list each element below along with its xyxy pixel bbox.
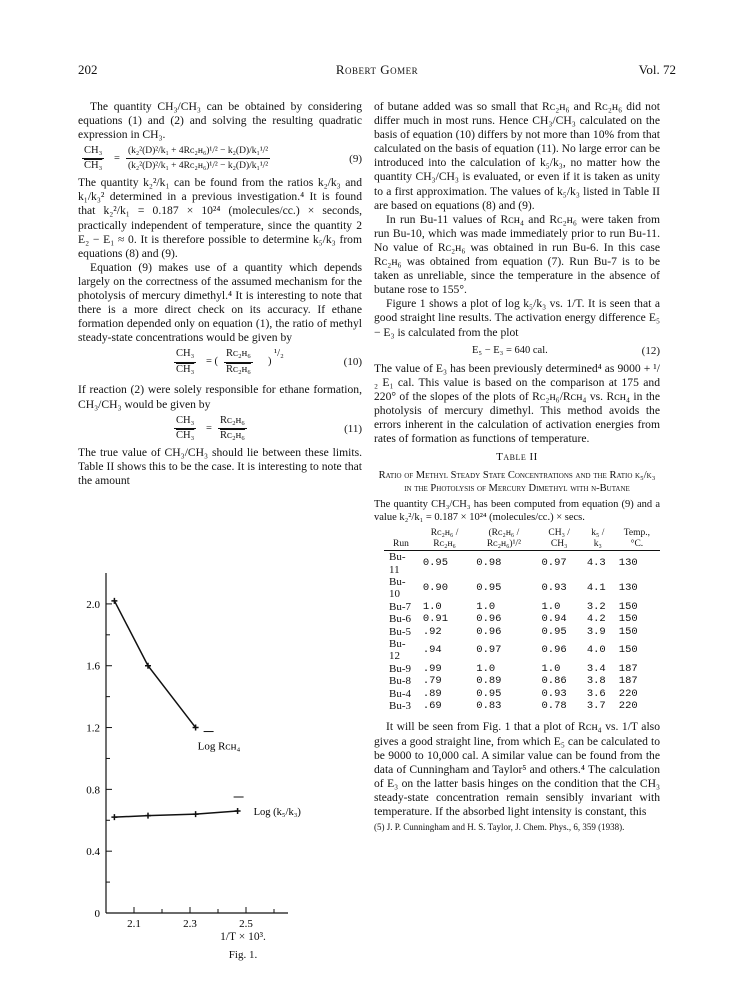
paragraph: The value of E₃ has been previously determined⁴ as 9000 + ¹/₂ E₁ cal. This value is based on the comparison at 175 and 220° of the slopes of the plots of Rᴄ₂ʜ₆/Rᴄʜ₄ vs. Rᴄʜ₄ in the photolysis of mercury dimethyl. This method avoids the errors inherent in the calculation of activation energies from rates of formation as functions of temperature. — [374, 361, 660, 446]
table-cell: Bu-7 — [389, 600, 411, 613]
table-cell: Bu-3 — [389, 700, 411, 713]
equation-11 — [78, 414, 362, 444]
table-cell: 3.6 — [586, 687, 606, 700]
table-cell: 0.95 — [476, 582, 502, 595]
equation-9 — [78, 144, 362, 174]
data-point — [145, 813, 151, 819]
table-label: Table II — [496, 451, 538, 464]
table-cell: 0.90 — [422, 582, 449, 595]
series-line-0 — [114, 601, 195, 728]
table-cell: 3.9 — [586, 625, 606, 638]
table-row — [384, 551, 660, 576]
table-row — [384, 576, 660, 601]
eq11-rhs-den: Rᴄ₂ʜ₆ — [220, 429, 245, 441]
table-cell: 0.95 — [476, 687, 502, 700]
eq11-rhs-num: Rᴄ₂ʜ₆ — [218, 414, 247, 429]
table-cell: 0.93 — [541, 582, 567, 595]
table-cell: 0.93 — [541, 687, 567, 700]
table-cell: Bu-6 — [389, 613, 411, 626]
table-row — [384, 663, 660, 675]
eq10-lhs-num: CH₃ — [174, 347, 196, 362]
table-cell: 187 — [618, 662, 638, 675]
table-cell: 130 — [618, 557, 638, 570]
series-line-1 — [114, 811, 237, 817]
close-paren: ) — [268, 356, 272, 368]
table-cell: 1.0 — [476, 600, 496, 613]
figure-1-plot — [78, 563, 362, 933]
table-cell: 3.2 — [586, 600, 606, 613]
eq9-rhs-num: (k₂²(D)²/k₁ + 4Rᴄ₂ʜ₆)¹/² − k₂(D)/k₁¹/² — [126, 144, 270, 159]
table-cell: 220 — [618, 687, 638, 700]
y-tick-label: 1.6 — [86, 660, 100, 673]
table-cell: 1.0 — [541, 600, 561, 613]
table-cell: 150 — [618, 644, 638, 657]
y-tick-label: 0 — [94, 908, 100, 920]
data-point — [111, 598, 117, 604]
table-row — [384, 638, 660, 663]
eq11-lhs — [174, 414, 196, 443]
table-cell: 0.94 — [541, 613, 567, 626]
table-row — [384, 688, 660, 700]
table-cell: Bu-9 — [389, 662, 411, 675]
paragraph: It will be seen from Fig. 1 that a plot of Rᴄʜ₄ vs. 1/T also gives a good straight line, from which E₅ can be calculated to be 9000 to 10,000 cal. A similar value can be found from the data of Cunningham and Taylor⁵ and others.⁴ The calculation of E₃ on the latter basis hinges on the condition that the CH₃ steady-state concentration remain sensibly invariant with temperature. If the absorbed light intensity is constant, this — [374, 720, 660, 818]
eq11-rhs — [218, 414, 247, 443]
x-tick-label: 2.3 — [183, 918, 197, 930]
y-tick-label: 1.2 — [86, 722, 100, 735]
table-cell: 0.86 — [541, 675, 567, 688]
table-note: The quantity CH₃/CH₃ has been computed from equation (9) and a value k₂²/k₁ = 0.187 × 10²⁴ (molecules/cc.) × secs. — [374, 499, 660, 523]
eq11-lhs-den: CH₃ — [176, 429, 195, 441]
table-cell: 0.97 — [476, 644, 502, 657]
table-row — [384, 601, 660, 613]
table-cell: 4.2 — [586, 613, 606, 626]
y-tick-label: 0.4 — [86, 846, 100, 859]
y-tick-label: 0.8 — [86, 784, 100, 797]
table-cell: .69 — [422, 700, 442, 713]
paragraph: The true value of CH₃/CH₃ should lie between these limits. Table II shows this to be the case. It is interesting to note that the amount — [78, 445, 362, 487]
table-cell: 0.96 — [541, 644, 567, 657]
table-body — [384, 551, 660, 713]
eq11-lhs-num: CH₃ — [174, 414, 196, 429]
series-label-k5k3: Log (k₅/k₃) — [253, 807, 301, 818]
left-column — [78, 100, 362, 488]
table-title: Ratio of Methyl Steady State Concentrations and the Ratio k₅/k₃ in the Photolysis of Mercury Dimethyl with n-Butane — [378, 470, 656, 495]
eq10-lhs-den: CH₃ — [176, 363, 195, 375]
table-header-row — [384, 528, 660, 551]
figure-caption: Fig. 1. — [228, 949, 258, 961]
table-cell: 0.83 — [476, 700, 502, 713]
table-cell: 187 — [618, 675, 638, 688]
eq9-rhs — [126, 144, 270, 173]
paragraph: In run Bu-11 values of Rᴄʜ₄ and Rᴄ₂ʜ₆ were taken from run Bu-10, which was made immediately prior to run Bu-11. No value of Rᴄ₂ʜ₆ was obtained in run Bu-6. In this case Rᴄ₂ʜ₆ was obtained from equation (7). Run Bu-7 is to be taken as unreliable, since the temperature in the absence of butane rose to 155°. — [374, 212, 660, 297]
eq9-label: (9) — [349, 153, 362, 166]
right-column — [374, 100, 660, 833]
running-title: Robert Gomer — [335, 62, 419, 77]
table-cell: 0.97 — [541, 557, 567, 570]
page-header — [78, 62, 676, 80]
paragraph: of butane added was so small that Rᴄ₂ʜ₆ and Rᴄ₂ʜ₆ did not differ much in most runs. Hence CH₃/CH₃ calculated on the basis of equation (10) differs by not more than 10% from that calculated on the basis of equation (11). No large error can be introduced into the calculation of k₅/k₃, no matter how the quantity CH₃/CH₃ is evaluated, or even if it is taken as unity to a first approximation. The values of k₅/k₃ listed in Table II are based on equations (8) and (9). — [374, 100, 660, 212]
y-tick-label: 2.0 — [86, 598, 100, 611]
eq10-label: (10) — [343, 356, 362, 369]
table-cell: Bu-11 — [389, 551, 406, 576]
table-cell: 0.78 — [541, 700, 567, 713]
table-cell: 1.0 — [541, 662, 561, 675]
table-cell: 0.96 — [476, 625, 502, 638]
table-cell: 0.95 — [541, 625, 567, 638]
equals-sign: = — [114, 153, 120, 165]
page-number: 202 — [78, 62, 98, 77]
figure-1 — [78, 563, 362, 968]
table-cell: Bu-8 — [389, 675, 411, 688]
equation-10 — [78, 347, 362, 381]
table-2 — [374, 451, 660, 712]
eq9-lhs-num: CH₃ — [82, 144, 104, 159]
eq12-text: E₅ − E₃ = 640 cal. — [472, 344, 548, 356]
table-cell: 0.98 — [476, 557, 502, 570]
header-cell: Rᴄ₂ʜ₆ / Rᴄ₂ʜ₆ — [418, 528, 471, 551]
series-label-rch4: Log Rᴄʜ₄ — [197, 740, 241, 753]
header-cell: (Rᴄ₂ʜ₆ / Rᴄ₂ʜ₆)¹/² — [471, 528, 536, 551]
paragraph: If reaction (2) were solely responsible for ethane formation, CH₃/CH₃ would be given by — [78, 383, 362, 411]
header-cell: k₅ / k₃ — [582, 528, 614, 551]
eq10-rhs — [224, 347, 253, 376]
x-axis-label: 1/T × 10³. — [220, 931, 266, 943]
header-cell: CH₃ / CH₃ — [536, 528, 581, 551]
table-cell: 1.0 — [422, 600, 442, 613]
table-cell: .94 — [422, 644, 442, 657]
x-tick-label: 2.5 — [239, 918, 253, 930]
data-point — [235, 808, 241, 814]
table-cell: 150 — [618, 613, 638, 626]
eq10-rhs-den: Rᴄ₂ʜ₆ — [226, 363, 251, 375]
paragraph: The quantity k₂²/k₁ can be found from the ratios k₂/k₃ and k₁/k₃² determined in a previous investigation.⁴ It is found that k₂²/k₁ = 0.187 × 10²⁴ (molecules/cc.) × seconds, practically independent of temperature, since the quantity 2 E₂ − E₁ ≈ 0. It is therefore possible to determine k₅/k₃ from equations (8) and (9). — [78, 176, 362, 260]
equals-sign: = ( — [206, 356, 219, 368]
table-cell: .92 — [422, 625, 442, 638]
table-cell: 150 — [618, 600, 638, 613]
table-cell: 3.8 — [586, 675, 606, 688]
eq10-rhs-num: Rᴄ₂ʜ₆ — [224, 347, 253, 362]
eq10-exponent: ¹/₂ — [274, 348, 284, 360]
table-cell: 3.7 — [586, 700, 606, 713]
data-point — [193, 811, 199, 817]
table-cell: 130 — [618, 582, 638, 595]
table-row — [384, 613, 660, 625]
eq10-lhs — [174, 347, 196, 376]
eq9-rhs-den: (k₂²(D)²/k₁ + 4Rᴄ₂ʜ₆)¹/² − k₂(D)/k₁¹/² — [128, 161, 269, 172]
table-cell: 0.89 — [476, 675, 502, 688]
table-cell: Bu-5 — [389, 625, 411, 638]
table-cell: 4.0 — [586, 644, 606, 657]
footnote: (5) J. P. Cunningham and H. S. Taylor, J. Chem. Phys., 6, 359 (1938). — [374, 822, 625, 833]
table-cell: 0.96 — [476, 613, 502, 626]
table-cell: 150 — [618, 625, 638, 638]
table-cell: Bu-4 — [389, 687, 411, 700]
header-cell: Temp., °C. — [614, 528, 660, 551]
eq9-lhs-den: CH₃ — [84, 160, 103, 172]
table-cell: .79 — [422, 675, 442, 688]
paragraph: Figure 1 shows a plot of log k₅/k₃ vs. 1/T. It is seen that a good straight line results. The activation energy difference E₅ − E₃ is calculated from the plot — [374, 297, 660, 339]
table-cell: Bu-12 — [389, 638, 406, 663]
header-cell: Run — [384, 528, 418, 551]
table-cell: 1.0 — [476, 662, 496, 675]
table-cell: 0.95 — [422, 557, 449, 570]
eq12-label: (12) — [641, 344, 660, 357]
data-table — [384, 528, 660, 712]
eq11-label: (11) — [344, 422, 362, 435]
table-cell: 3.4 — [586, 662, 606, 675]
table-cell: 220 — [618, 700, 638, 713]
paragraph: The quantity CH₃/CH₃ can be obtained by considering equations (1) and (2) and solving the resulting quadratic expression in CH₃. — [78, 100, 362, 142]
table-cell: 0.91 — [422, 613, 449, 626]
table-row — [384, 626, 660, 638]
table-cell: 4.3 — [586, 557, 606, 570]
eq9-lhs — [82, 144, 104, 173]
equals-sign: = — [206, 422, 212, 434]
x-tick-label: 2.1 — [127, 918, 141, 930]
paragraph: Equation (9) makes use of a quantity which depends largely on the correctness of the assumed mechanism for the photolysis of mercury dimethyl.⁴ It is interesting to note that there is a more direct check on its accuracy. If ethane formation depended only on equation (1), the ratio of methyl steady-state concentrations would be given by — [78, 260, 362, 345]
equation-12 — [374, 342, 660, 360]
data-point — [111, 814, 117, 820]
table-cell: .99 — [422, 662, 442, 675]
table-row — [384, 700, 660, 712]
table-cell: Bu-10 — [389, 575, 406, 601]
table-cell: .89 — [422, 687, 442, 700]
volume-label: Vol. 72 — [638, 62, 676, 77]
table-cell: 4.1 — [586, 582, 606, 595]
table-row — [384, 675, 660, 687]
